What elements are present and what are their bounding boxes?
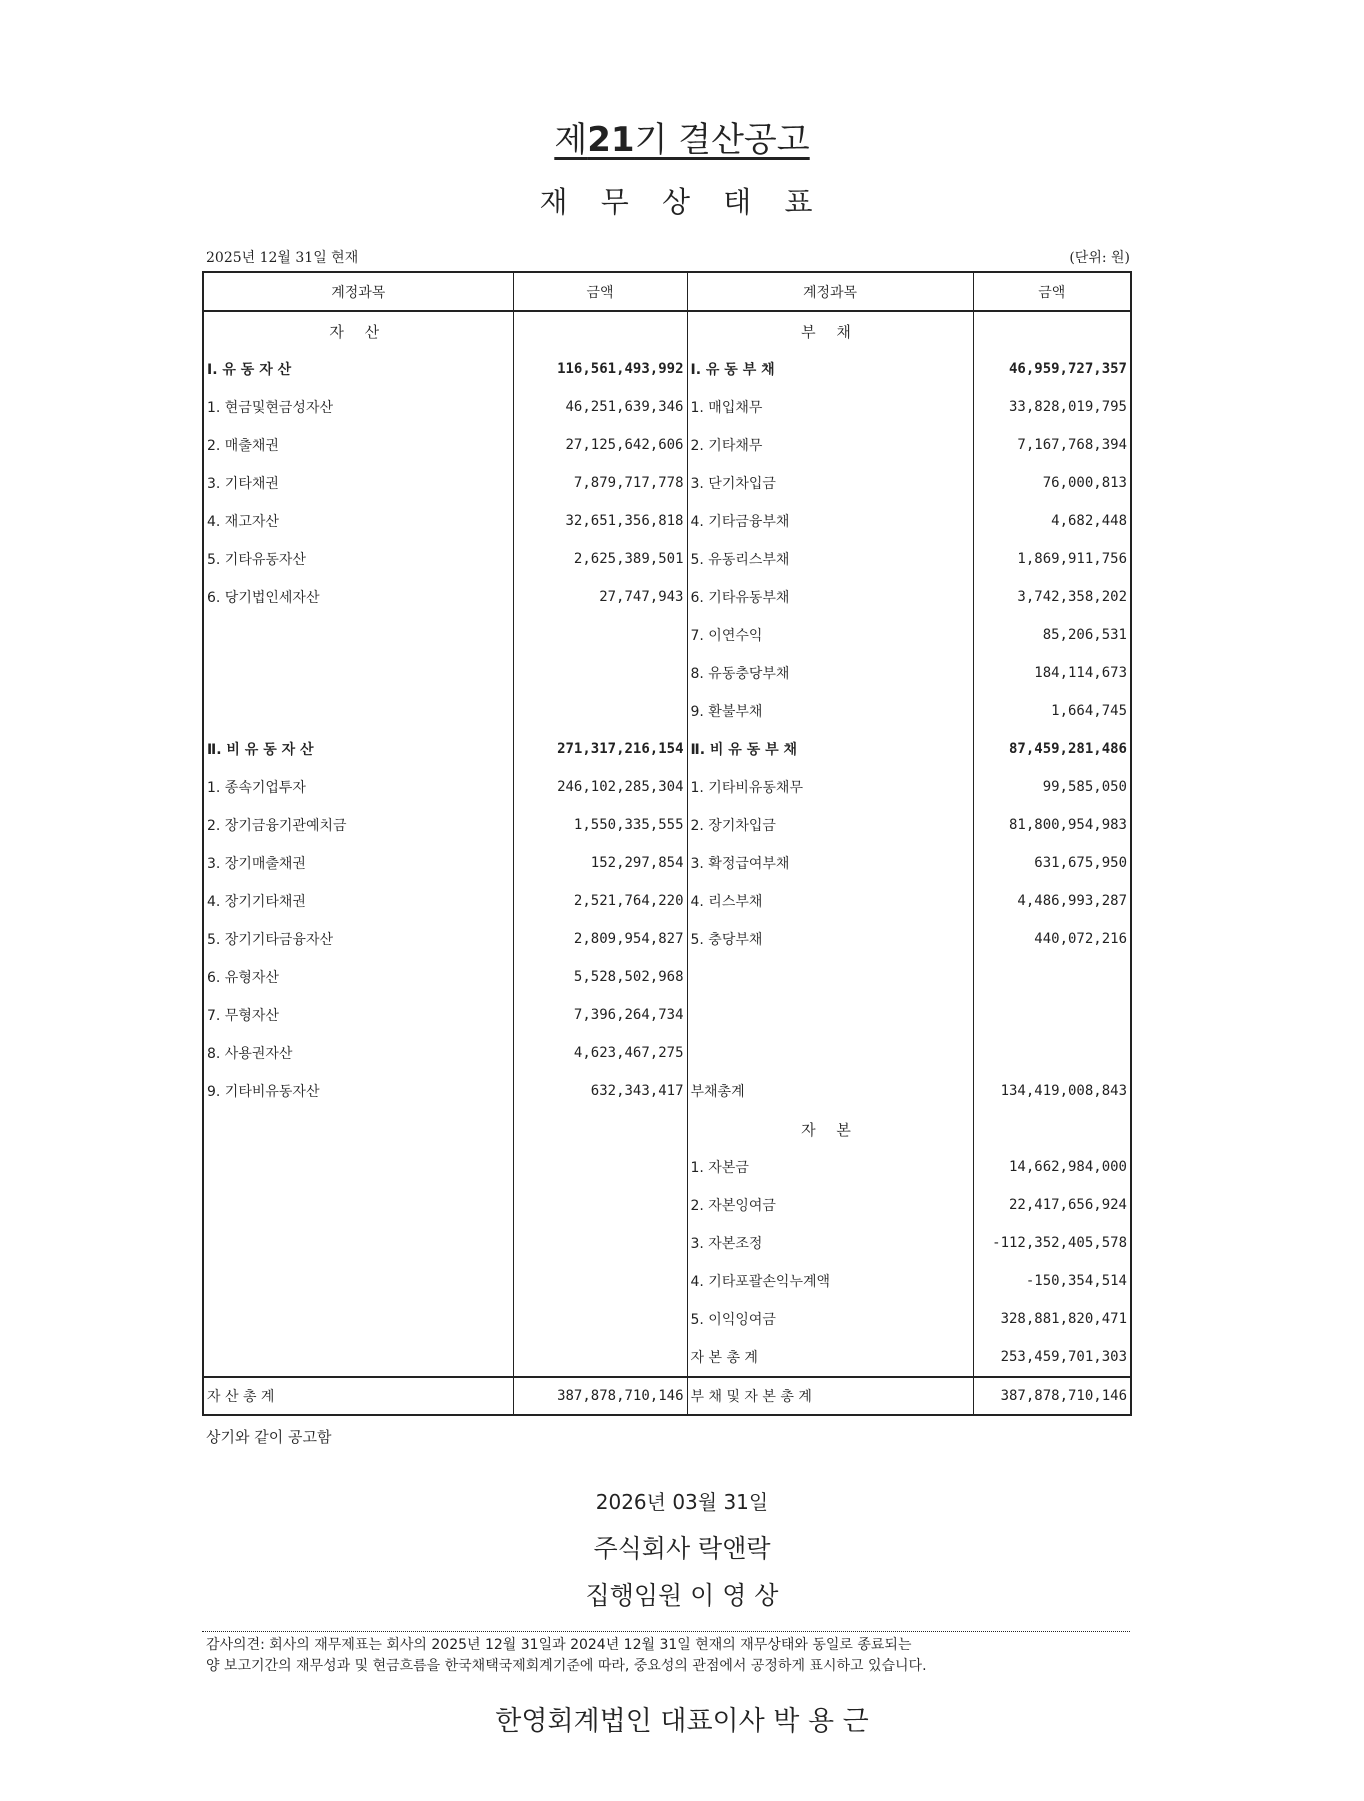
asset-amount-cell bbox=[513, 692, 687, 730]
liability-account-cell: 9. 환불부채 bbox=[687, 692, 973, 730]
asset-account-cell: 7. 무형자산 bbox=[203, 996, 513, 1034]
liability-account-cell: 1. 매입채무 bbox=[687, 388, 973, 426]
asset-account-cell: 6. 당기법인세자산 bbox=[203, 578, 513, 616]
asset-amount-cell: 7,396,264,734 bbox=[513, 996, 687, 1034]
asset-account-cell: 8. 사용권자산 bbox=[203, 1034, 513, 1072]
liability-amount-cell: 3,742,358,202 bbox=[1017, 589, 1127, 605]
asset-amount-cell: 4,623,467,275 bbox=[513, 1034, 687, 1072]
table-row bbox=[203, 578, 1131, 616]
asset-account-cell bbox=[203, 1148, 513, 1186]
liability-amount-cell: 7,167,768,394 bbox=[1017, 437, 1127, 453]
table-row bbox=[203, 692, 1131, 730]
asset-account-cell: 6. 유형자산 bbox=[203, 958, 513, 996]
table-row bbox=[203, 502, 1131, 540]
liability-account-cell: 1. 기타비유동채무 bbox=[687, 768, 973, 806]
asset-account-cell: Ⅱ. 비 유 동 자 산 bbox=[203, 730, 513, 768]
asset-amount-cell: 271,317,216,154 bbox=[513, 730, 687, 768]
announcement-note: 상기와 같이 공고함 bbox=[206, 1428, 332, 1446]
asset-account-cell: Ⅰ. 유 동 자 산 bbox=[203, 350, 513, 388]
table-row bbox=[203, 1300, 1131, 1338]
asset-amount-cell bbox=[513, 1110, 687, 1148]
table-row bbox=[203, 1110, 1131, 1148]
table-row bbox=[203, 768, 1131, 806]
liability-account-cell: 2. 자본잉여금 bbox=[687, 1186, 973, 1224]
liability-amount-cell: 33,828,019,795 bbox=[1008, 399, 1127, 415]
liability-amount-cell: 328,881,820,471 bbox=[1000, 1311, 1127, 1327]
asset-account-cell: 5. 기타유동자산 bbox=[203, 540, 513, 578]
liability-account-cell: 3. 자본조정 bbox=[687, 1224, 973, 1262]
table-row bbox=[203, 426, 1131, 464]
liability-account-cell: Ⅱ. 비 유 동 부 채 bbox=[687, 730, 973, 768]
table-row bbox=[203, 882, 1131, 920]
balance-sheet-table bbox=[202, 271, 1132, 1416]
table-row bbox=[203, 350, 1131, 388]
table-body bbox=[203, 311, 1131, 1377]
liability-amount-cell bbox=[973, 1034, 1131, 1072]
liability-account-cell: 5. 이익잉여금 bbox=[687, 1300, 973, 1338]
asset-amount-cell bbox=[513, 1262, 687, 1300]
column-header: 계정과목 bbox=[203, 272, 513, 311]
table-row bbox=[203, 616, 1131, 654]
audit-opinion-line-1: 감사의견: 회사의 재무제표는 회사의 2025년 12월 31일과 2024년 12월 31일 현재의 재무상태와 동일로 종료되는 bbox=[206, 1637, 912, 1653]
liability-account-cell: 4. 기타금융부채 bbox=[687, 502, 973, 540]
company-name: 주식회사 락앤락 bbox=[593, 1534, 771, 1563]
liability-amount-cell: 99,585,050 bbox=[1042, 779, 1127, 795]
audit-opinion-line-2: 양 보고기간의 재무성과 및 현금흐름을 한국채택국제회계기준에 따라, 중요성의 관점에서 공정하게 표시하고 있습니다. bbox=[206, 1658, 927, 1674]
asset-amount-cell: 32,651,356,818 bbox=[513, 502, 687, 540]
asset-amount-cell: 5,528,502,968 bbox=[513, 958, 687, 996]
asset-amount-cell bbox=[513, 1186, 687, 1224]
table-row bbox=[203, 920, 1131, 958]
asset-account-cell: 2. 매출채권 bbox=[203, 426, 513, 464]
liability-account-cell: 2. 장기차입금 bbox=[687, 806, 973, 844]
liability-amount-cell: 134,419,008,843 bbox=[1000, 1083, 1127, 1099]
title-prefix: 제 bbox=[554, 120, 588, 160]
table-row bbox=[203, 311, 1131, 350]
asset-account-cell bbox=[203, 1300, 513, 1338]
liability-account-cell bbox=[687, 958, 973, 996]
column-header: 금액 bbox=[513, 272, 687, 311]
liability-account-cell: 3. 확정급여부채 bbox=[687, 844, 973, 882]
announcement-date: 2026년 03월 31일 bbox=[595, 1490, 769, 1514]
asset-amount-cell: 1,550,335,555 bbox=[513, 806, 687, 844]
table-row bbox=[203, 654, 1131, 692]
asset-account-cell bbox=[203, 654, 513, 692]
table-row bbox=[203, 806, 1131, 844]
liability-amount-cell: 46,959,727,357 bbox=[1008, 361, 1127, 377]
liability-account-cell: 4. 기타포괄손익누계액 bbox=[687, 1262, 973, 1300]
table-row bbox=[203, 1186, 1131, 1224]
liability-account-cell: 1. 자본금 bbox=[687, 1148, 973, 1186]
title-suffix: 기 결산공고 bbox=[634, 120, 810, 160]
asset-amount-cell: 632,343,417 bbox=[513, 1072, 687, 1110]
liability-amount-cell: 76,000,813 bbox=[1042, 475, 1127, 491]
liability-amount-cell: 1,664,745 bbox=[1051, 703, 1127, 719]
liability-amount-cell: 87,459,281,486 bbox=[1008, 741, 1127, 757]
liability-account-cell: 5. 충당부채 bbox=[687, 920, 973, 958]
auditor-signature: 한영회계법인 대표이사 박 용 근 bbox=[495, 1706, 869, 1737]
asset-amount-cell bbox=[513, 616, 687, 654]
asset-amount-cell bbox=[513, 311, 687, 350]
asset-amount-cell bbox=[513, 1148, 687, 1186]
asset-amount-cell: 152,297,854 bbox=[513, 844, 687, 882]
liability-amount-cell: 1,869,911,756 bbox=[1017, 551, 1127, 567]
asset-amount-cell: 246,102,285,304 bbox=[513, 768, 687, 806]
liability-account-cell: 8. 유동충당부채 bbox=[687, 654, 973, 692]
asset-account-cell bbox=[203, 616, 513, 654]
asset-account-cell bbox=[203, 1262, 513, 1300]
liability-amount-cell: 85,206,531 bbox=[1042, 627, 1127, 643]
total-liab-equity-label: 부 채 및 자 본 총 계 bbox=[687, 1377, 973, 1415]
table-row bbox=[203, 958, 1131, 996]
table-row bbox=[203, 844, 1131, 882]
table-row bbox=[203, 388, 1131, 426]
asset-account-cell: 5. 장기기타금융자산 bbox=[203, 920, 513, 958]
asset-account-cell: 1. 종속기업투자 bbox=[203, 768, 513, 806]
liability-amount-cell: 184,114,673 bbox=[1034, 665, 1127, 681]
asset-amount-cell: 7,879,717,778 bbox=[513, 464, 687, 502]
table-row bbox=[203, 1262, 1131, 1300]
liability-amount-cell: 81,800,954,983 bbox=[1008, 817, 1127, 833]
table-row bbox=[203, 1224, 1131, 1262]
liability-amount-cell: 631,675,950 bbox=[1034, 855, 1127, 871]
total-assets-label: 자 산 총 계 bbox=[203, 1377, 513, 1415]
table-row bbox=[203, 464, 1131, 502]
table-row bbox=[203, 996, 1131, 1034]
asset-amount-cell: 2,521,764,220 bbox=[513, 882, 687, 920]
asset-amount-cell: 27,125,642,606 bbox=[513, 426, 687, 464]
title-number: 21 bbox=[587, 120, 635, 160]
liability-amount-cell: 4,486,993,287 bbox=[1017, 893, 1127, 909]
liability-amount-cell bbox=[973, 1110, 1131, 1148]
table-header-row bbox=[203, 272, 1131, 311]
asset-account-cell: 9. 기타비유동자산 bbox=[203, 1072, 513, 1110]
asset-account-cell bbox=[203, 1338, 513, 1377]
document-title bbox=[0, 112, 1364, 161]
liability-amount-cell: -150,354,514 bbox=[1025, 1273, 1127, 1289]
asset-account-cell: 4. 재고자산 bbox=[203, 502, 513, 540]
asset-account-cell bbox=[203, 1224, 513, 1262]
liability-amount-cell bbox=[973, 311, 1131, 350]
asset-amount-cell: 46,251,639,346 bbox=[513, 388, 687, 426]
liability-account-cell: 4. 리스부채 bbox=[687, 882, 973, 920]
asset-account-cell bbox=[203, 692, 513, 730]
liability-amount-cell: 253,459,701,303 bbox=[1000, 1349, 1127, 1365]
totals-row bbox=[203, 1377, 1131, 1415]
asset-amount-cell: 27,747,943 bbox=[513, 578, 687, 616]
asset-amount-cell: 2,809,954,827 bbox=[513, 920, 687, 958]
asset-amount-cell: 116,561,493,992 bbox=[513, 350, 687, 388]
liability-account-cell: 5. 유동리스부채 bbox=[687, 540, 973, 578]
asset-amount-cell bbox=[513, 1224, 687, 1262]
liability-amount-cell: -112,352,405,578 bbox=[992, 1235, 1127, 1251]
liability-account-cell bbox=[687, 996, 973, 1034]
liability-account-cell: 자 본 총 계 bbox=[687, 1338, 973, 1377]
table-row bbox=[203, 730, 1131, 768]
asset-account-cell bbox=[203, 1186, 513, 1224]
asset-amount-cell bbox=[513, 654, 687, 692]
table-row bbox=[203, 1338, 1131, 1377]
table-row bbox=[203, 1034, 1131, 1072]
dotted-divider bbox=[202, 1631, 1130, 1632]
liability-account-cell: 7. 이연수익 bbox=[687, 616, 973, 654]
liability-account-cell: 부채총계 bbox=[687, 1072, 973, 1110]
liability-account-cell: 3. 단기차입금 bbox=[687, 464, 973, 502]
liability-account-cell: 6. 기타유동부채 bbox=[687, 578, 973, 616]
total-assets-value: 387,878,710,146 bbox=[513, 1377, 687, 1415]
column-header: 계정과목 bbox=[687, 272, 973, 311]
liability-account-cell: Ⅰ. 유 동 부 채 bbox=[687, 350, 973, 388]
liability-amount-cell: 22,417,656,924 bbox=[1008, 1197, 1127, 1213]
liability-amount-cell: 440,072,216 bbox=[1034, 931, 1127, 947]
executive-officer: 집행임원 이 영 상 bbox=[585, 1581, 779, 1610]
unit-label: (단위: 원) bbox=[1069, 250, 1130, 266]
asset-account-cell: 3. 장기매출채권 bbox=[203, 844, 513, 882]
liability-account-cell: 2. 기타채무 bbox=[687, 426, 973, 464]
liability-amount-cell: 4,682,448 bbox=[1051, 513, 1127, 529]
as-of-date: 2025년 12월 31일 현재 bbox=[206, 250, 359, 266]
asset-amount-cell bbox=[513, 1300, 687, 1338]
asset-account-cell: 자 산 bbox=[203, 311, 513, 350]
table-row bbox=[203, 1148, 1131, 1186]
liability-amount-cell bbox=[973, 996, 1131, 1034]
statement-title: 재 무 상 태 표 bbox=[539, 185, 825, 219]
liability-account-cell: 자 본 bbox=[687, 1110, 973, 1148]
column-header: 금액 bbox=[973, 272, 1131, 311]
liability-amount-cell: 14,662,984,000 bbox=[1008, 1159, 1127, 1175]
table-row bbox=[203, 1072, 1131, 1110]
asset-account-cell: 2. 장기금융기관예치금 bbox=[203, 806, 513, 844]
liability-amount-cell bbox=[973, 958, 1131, 996]
liability-account-cell bbox=[687, 1034, 973, 1072]
asset-amount-cell: 2,625,389,501 bbox=[513, 540, 687, 578]
asset-account-cell bbox=[203, 1110, 513, 1148]
liability-account-cell: 부 채 bbox=[687, 311, 973, 350]
table-row bbox=[203, 540, 1131, 578]
asset-account-cell: 4. 장기기타채권 bbox=[203, 882, 513, 920]
asset-amount-cell bbox=[513, 1338, 687, 1377]
asset-account-cell: 3. 기타채권 bbox=[203, 464, 513, 502]
asset-account-cell: 1. 현금및현금성자산 bbox=[203, 388, 513, 426]
total-liab-equity-value: 387,878,710,146 bbox=[973, 1377, 1131, 1415]
